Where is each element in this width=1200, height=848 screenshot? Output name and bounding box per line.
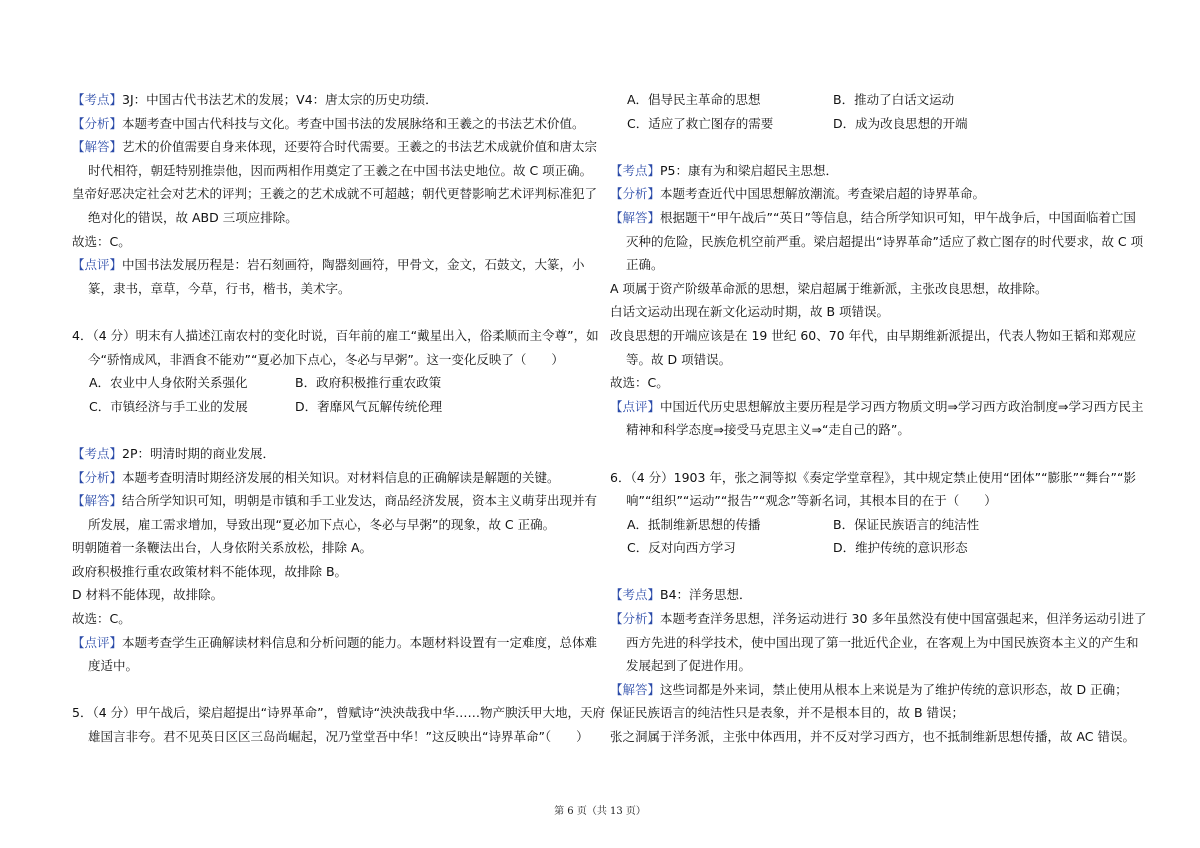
- q3-dianping: 【点评】中国书法发展历程是：岩石刻画符，陶器刻画符，甲骨文，金文，石鼓文，大篆，小: [72, 257, 585, 273]
- dianping-tag: 【点评】: [72, 634, 123, 650]
- q5-answer: 故选：C。: [610, 375, 669, 391]
- q6-line: 保证民族语言的纯洁性只是表象，并不是根本目的，故 B 错误；: [610, 705, 965, 721]
- q4-line: 所发展，雇工需求增加，导致出现“夏必加下点心，冬必与早粥”的现象，故 C 正确。: [88, 516, 556, 532]
- q5-option-d: D．成为改良思想的开端: [833, 115, 968, 131]
- q3-line: 时代相符，朝廷特别推崇他，因而两相作用奠定了王羲之在中国书法史地位。故 C 项正确。: [88, 162, 593, 178]
- q5-dianping-cont: 精神和科学态度⇒接受马克思主义⇒“走自己的路”。: [626, 422, 910, 438]
- page-footer: 第 6 页（共 13 页）: [554, 806, 646, 817]
- q4-option-d: D．奢靡风气瓦解传统伦理: [295, 398, 443, 414]
- q5-jieda-cont: 正确。: [626, 257, 664, 273]
- q5-jieda: 【解答】根据题干“甲午战后”“英日”等信息，结合所学知识可知，甲午战争后，中国面临着亡国: [610, 209, 1136, 225]
- q4-fenxi: 【分析】本题考查明清时期经济发展的相关知识。对材料信息的正确解读是解题的关键。: [72, 469, 560, 485]
- q3-kaodian: 【考点】3J：中国古代书法艺术的发展；V4：唐太宗的历史功绩．: [72, 92, 438, 107]
- q5-stem: 雄国言非夸。君不见英日区区三岛尚崛起，况乃堂堂吾中华！”这反映出“诗界革命”（ ）: [88, 729, 589, 745]
- q4-line: 政府积极推行重农政策材料不能体现，故排除 B。: [72, 563, 348, 579]
- q5-option-a: A．倡导民主革命的思想: [627, 92, 761, 107]
- q4-kaodian: 【考点】2P：明清时期的商业发展．: [72, 445, 276, 461]
- q5-dianping: 【点评】中国近代历史思想解放主要历程是学习西方物质文明⇒学习西方政治制度⇒学习西方民主: [610, 398, 1144, 414]
- kaodian-tag: 【考点】: [610, 587, 661, 603]
- q4-options-row: [72, 371, 580, 395]
- q4-stem: 今“骄惰成风，非酒食不能劝”“夏必加下点心，冬必与早粥”。这一变化反映了（ ）: [88, 351, 564, 367]
- q4-option-c: C．市镇经济与手工业的发展: [89, 398, 248, 414]
- jieda-tag: 【解答】: [610, 681, 661, 697]
- kaodian-tag: 【考点】: [72, 445, 123, 461]
- dianping-tag: 【点评】: [72, 257, 123, 273]
- q6-stem: 响”“组织”“运动”“报告”“观念”等新名词，其根本目的在于（ ）: [626, 493, 997, 509]
- q5-options-row: [610, 112, 1130, 136]
- q6-options-row: [610, 536, 1130, 560]
- jieda-tag: 【解答】: [610, 209, 661, 225]
- q5-line: A 项属于资产阶级革命派的思想，梁启超属于维新派，主张改良思想，故排除。: [610, 280, 1048, 296]
- fenxi-tag: 【分析】: [72, 469, 123, 485]
- right-column: [610, 88, 1147, 749]
- q4-option-b: B．政府积极推行重农政策: [295, 375, 442, 391]
- q5-option-c: C．适应了救亡图存的需要: [627, 115, 774, 131]
- q6-option-b: B．保证民族语言的纯洁性: [833, 516, 980, 532]
- q4-line: D 材料不能体现，故排除。: [72, 587, 224, 603]
- q6-line: 张之洞属于洋务派，主张中体西用，并不反对学习西方，也不抵制维新思想传播，故 AC 错误。: [610, 729, 1136, 745]
- q4-line: 明朝随着一条鞭法出台，人身依附关系放松，排除 A。: [72, 540, 373, 556]
- q6-stem: 6．（4 分）1903 年，张之洞等拟《奏定学堂章程》，其中规定禁止使用“团体”“膨胀”“舞台”“影: [610, 469, 1136, 485]
- q5-stem: 5．（4 分）甲午战后，梁启超提出“诗界革命”，曾赋诗“泱泱哉我中华……物产腴沃甲大地，天府: [72, 705, 606, 721]
- jieda-tag: 【解答】: [72, 139, 123, 155]
- q4-option-a: A．农业中人身依附关系强化: [89, 375, 248, 391]
- jieda-tag: 【解答】: [72, 493, 123, 509]
- q6-fenxi-cont: 发展起到了促进作用。: [626, 658, 752, 674]
- q4-stem: 4．（4 分）明末有人描述江南农村的变化时说，百年前的雇工“戴星出入，俗柔顺而主令尊”，如: [72, 327, 599, 343]
- q5-fenxi: 【分析】本题考查近代中国思想解放潮流。考查梁启超的诗界革命。: [610, 186, 986, 202]
- q5-option-b: B．推动了白话文运动: [833, 92, 955, 107]
- q5-line: 改良思想的开端应该是在 19 世纪 60、70 年代，由早期维新派提出，代表人物如王韬和郑观应: [610, 327, 1137, 343]
- q4-dianping: 【点评】本题考查学生正确解读材料信息和分析问题的能力。本题材料设置有一定难度，总体难: [72, 634, 598, 650]
- q4-dianping-cont: 度适中。: [88, 658, 139, 674]
- fenxi-tag: 【分析】: [610, 611, 661, 627]
- left-column: [72, 88, 606, 749]
- q3-line: 绝对化的错误，故 ABD 三项应排除。: [88, 209, 298, 225]
- fenxi-tag: 【分析】: [72, 115, 123, 131]
- q5-kaodian: 【考点】P5：康有为和梁启超民主思想．: [610, 162, 839, 178]
- q4-jieda: 【解答】结合所学知识可知，明朝是市镇和手工业发达，商品经济发展，资本主义萌芽出现并有: [72, 493, 598, 509]
- q4-answer: 故选：C。: [72, 611, 131, 627]
- q3-jieda: 【解答】艺术的价值需要自身来体现，还要符合时代需要。王羲之的书法艺术成就价值和唐太宗: [72, 139, 598, 155]
- q5-line: 白话文运动出现在新文化运动时期，故 B 项错误。: [610, 304, 890, 320]
- q6-jieda: 【解答】这些词都是外来词，禁止使用从根本上来说是为了维护传统的意识形态，故 D 正确；: [610, 681, 1128, 697]
- kaodian-tag: 【考点】: [72, 92, 123, 107]
- q3-line: 皇帝好恶决定社会对艺术的评判；王羲之的艺术成就不可超越；朝代更替影响艺术评判标准犯了: [72, 186, 598, 202]
- q6-options-row: [610, 513, 1130, 537]
- q4-options-row: [72, 395, 580, 419]
- q6-fenxi: 【分析】本题考查洋务思想，洋务运动进行 30 多年虽然没有使中国富强起来，但洋务运动引进了: [610, 611, 1147, 627]
- q6-option-d: D．维护传统的意识形态: [833, 540, 968, 556]
- q6-option-c: C．反对向西方学习: [627, 540, 736, 556]
- q3-fenxi: 【分析】本题考查中国古代科技与文化。考查中国书法的发展脉络和王羲之的书法艺术价值。: [72, 115, 585, 131]
- kaodian-tag: 【考点】: [610, 162, 661, 178]
- q6-kaodian: 【考点】B4：洋务思想．: [610, 587, 752, 603]
- q5-options-row: [610, 88, 1130, 112]
- q6-option-a: A．抵制维新思想的传播: [627, 516, 761, 532]
- q3-answer: 故选：C。: [72, 233, 131, 249]
- q5-jieda-cont: 灭种的危险，民族危机空前严重。梁启超提出“诗界革命”适应了救亡图存的时代要求，故 C 项: [626, 233, 1144, 249]
- fenxi-tag: 【分析】: [610, 186, 661, 202]
- q3-dianping-cont: 篆，隶书，章草，今草，行书，楷书，美术字。: [88, 280, 351, 296]
- q6-fenxi-cont: 西方先进的科学技术，使中国出现了第一批近代企业，在客观上为中国民族资本主义的产生和: [626, 634, 1139, 650]
- q5-line-cont: 等。故 D 项错误。: [626, 351, 732, 367]
- dianping-tag: 【点评】: [610, 398, 661, 414]
